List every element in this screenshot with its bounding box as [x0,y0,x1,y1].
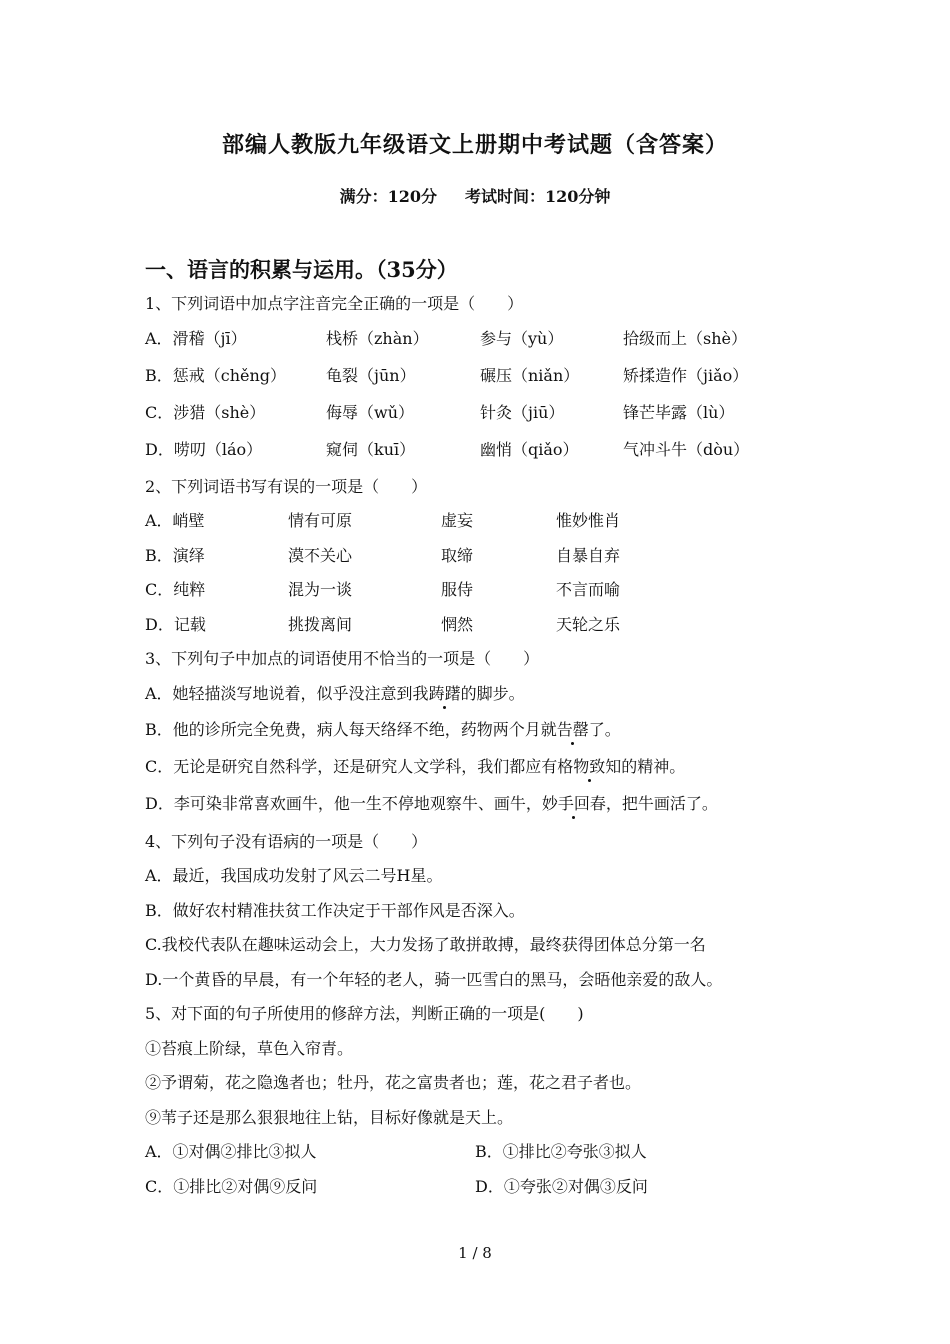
q2-b-3: 取缔 [441,546,474,565]
question-5-sentence-3: ⑨苇子还是那么狠狠地往上钻，目标好像就是天上。 [145,1108,514,1127]
q1-b-3: 碾压（niǎn） [480,366,580,385]
q2-b-4: 自暴自弃 [556,546,621,565]
question-4-option-c: C.我校代表队在趣味运动会上，大力发扬了敢拼敢搏，最终获得团体总分第一名 [145,935,706,954]
q2-d-3: 惘然 [441,615,474,634]
q1-d-4: 气冲斗牛（dòu） [623,440,750,459]
q1-d-2: 窥伺（kuī） [326,440,416,459]
question-3-option-a [145,683,525,705]
question-4-option-a: A．最近，我国成功发射了风云二号H星。 [145,866,443,885]
question-4-option-b: B．做好农村精准扶贫工作决定于干部作风是否深入。 [145,901,525,920]
q1-c-3: 针灸（jiū） [480,403,565,422]
question-5-stem: 5、对下面的句子所使用的修辞方法，判断正确的一项是( ) [145,1004,584,1023]
q2-d-1: D．记载 [145,615,206,634]
q1-d-3: 幽悄（qiǎo） [480,440,579,459]
question-3-option-b [145,719,621,741]
question-3-option-d [145,793,718,815]
q3-d-text-end: ，把牛画活了。 [605,794,718,813]
q3-c-text: C．无论是研究自然科学，还是研究人文学科，我们都应有 [145,757,558,776]
question-3-stem: 3、下列句子中加点的词语使用不恰当的一项是（ ） [145,649,540,668]
q3-b-dotted-word: 告罄 [556,720,589,739]
q1-c-1: C．涉猎（shè） [145,403,266,422]
q1-a-1: A．滑稽（jī） [145,329,247,348]
q3-a-text: A．她轻描淡写地说着，似乎没注意到我 [145,684,429,703]
q1-b-1: B．惩戒（chěng） [145,366,287,385]
q1-c-4: 锋芒毕露（lù） [623,403,735,422]
q2-d-4: 天轮之乐 [556,615,621,634]
q2-b-1: B．演绎 [145,546,205,565]
q1-b-4: 矫揉造作（jiǎo） [623,366,749,385]
exam-time: 考试时间：120分钟 [465,187,611,206]
q3-d-text: D．李可染非常喜欢画牛，他一生不停地观察牛、画牛， [145,794,542,813]
q3-b-text-end: 了。 [588,720,621,739]
q1-a-2: 栈桥（zhàn） [326,329,429,348]
question-5-sentence-2: ②予谓菊，花之隐逸者也；牡丹，花之富贵者也；莲，花之君子者也。 [145,1073,642,1092]
q2-a-1: A．峭壁 [145,511,205,530]
question-5-option-a: A．①对偶②排比③拟人 [145,1142,317,1161]
q3-c-dotted-word: 格物致知 [557,757,622,776]
q3-a-text-end: 的脚步。 [460,684,525,703]
section-heading: 一、语言的积累与运用。（35分） [145,257,458,282]
question-1-stem: 1、下列词语中加点字注音完全正确的一项是（ ） [145,294,524,313]
q2-a-2: 情有可原 [288,511,353,530]
question-5-option-d: D．①夸张②对偶③反问 [475,1177,648,1196]
question-2-stem: 2、下列词语书写有误的一项是（ ） [145,477,428,496]
question-5-sentence-1: ①苔痕上阶绿，草色入帘青。 [145,1039,354,1058]
exam-info [0,184,950,207]
q1-d-1: D．唠叨（láo） [145,440,263,459]
q3-c-text-end: 的精神。 [621,757,686,776]
q2-c-1: C．纯粹 [145,580,206,599]
q1-b-2: 龟裂（jūn） [326,366,416,385]
q1-a-4: 拾级而上（shè） [623,329,747,348]
q2-a-3: 虚妄 [441,511,474,530]
q1-c-2: 侮辱（wǔ） [326,403,415,422]
full-score: 满分：120分 [339,187,437,206]
q2-d-2: 挑拨离间 [288,615,353,634]
q2-c-3: 服侍 [441,580,474,599]
q3-a-dotted-word: 踌躇 [428,684,461,703]
q2-a-4: 惟妙惟肖 [556,511,621,530]
q3-b-text: B．他的诊所完全免费，病人每天络绎不绝，药物两个月就 [145,720,557,739]
page-title: 部编人教版九年级语文上册期中考试题（含答案） [221,132,728,158]
q3-d-dotted-word: 妙手回春 [541,794,606,813]
page-number: 1 / 8 [458,1244,492,1262]
q2-b-2: 漠不关心 [288,546,353,565]
q1-a-3: 参与（yù） [480,329,564,348]
question-4-stem: 4、下列句子没有语病的一项是（ ） [145,832,428,851]
question-3-option-c [145,756,685,778]
question-5-option-b: B．①排比②夸张③拟人 [475,1142,647,1161]
q2-c-2: 混为一谈 [288,580,353,599]
question-4-option-d: D.一个黄昏的早晨，有一个年轻的老人，骑一匹雪白的黑马，会晤他亲爱的敌人。 [145,970,723,989]
question-5-option-c: C．①排比②对偶⑨反问 [145,1177,318,1196]
q2-c-4: 不言而喻 [556,580,621,599]
